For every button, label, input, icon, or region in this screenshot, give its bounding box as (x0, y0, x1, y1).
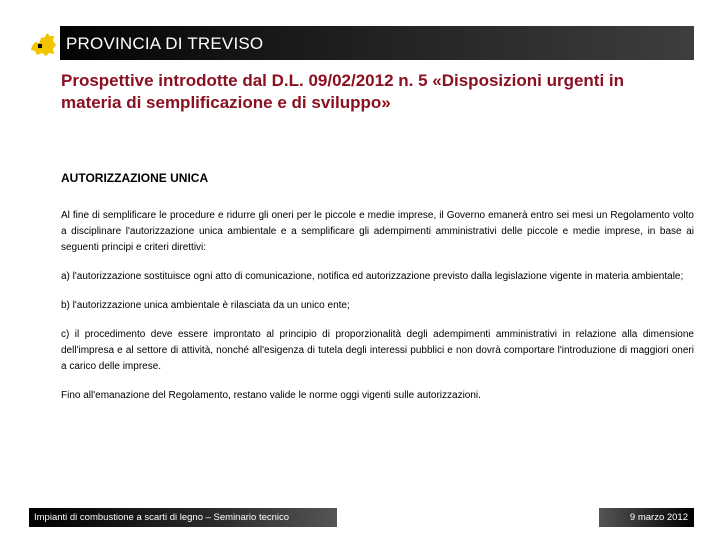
paragraph-a: a) l'autorizzazione sostituisce ogni atto di comunicazione, notifica ed autorizzazione previsto dalla legislazione vigente in materia ambientale; (61, 271, 684, 282)
header-title: PROVINCIA DI TREVISO (66, 34, 264, 53)
slide-title: Prospettive introdotte dal D.L. 09/02/2012 n. 5 «Disposizioni urgenti in materia di semplificazione e di sviluppo» (61, 71, 625, 112)
paragraph-b: b) l'autorizzazione unica ambientale è rilasciata da un unico ente; (61, 300, 350, 311)
intro-paragraph: Al fine di semplificare le procedure e ridurre gli oneri per le piccole e medie imprese, il Governo emanerà entro sei mesi un Regolamento volto a disciplinare l'autorizzazione unica ambientale e a semplificare gli adempimenti amministrativi delle piccole e medie imprese, in base ai seguenti principi e criteri direttivi: (61, 210, 694, 253)
section-heading: AUTORIZZAZIONE UNICA (61, 171, 209, 185)
slide-content (61, 208, 694, 417)
footer-seminar-title: Impianti di combustione a scarti di legno – Seminario tecnico (29, 508, 337, 527)
province-map-icon (26, 26, 60, 60)
closing-paragraph: Fino all'emanazione del Regolamento, restano valide le norme oggi vigenti sulle autorizzazioni. (61, 390, 481, 401)
header-bar (26, 26, 694, 60)
paragraph-c: c) il procedimento deve essere improntato al principio di proporzionalità degli adempimenti amministrativi in relazione alla dimensione dell'impresa e al settore di attività, nonché all'esigenza di tutela degli interessi pubblici e non dovrà comportare l'introduzione di maggiori oneri a carico delle imprese. (61, 329, 694, 372)
footer-date: 9 marzo 2012 (599, 508, 694, 527)
